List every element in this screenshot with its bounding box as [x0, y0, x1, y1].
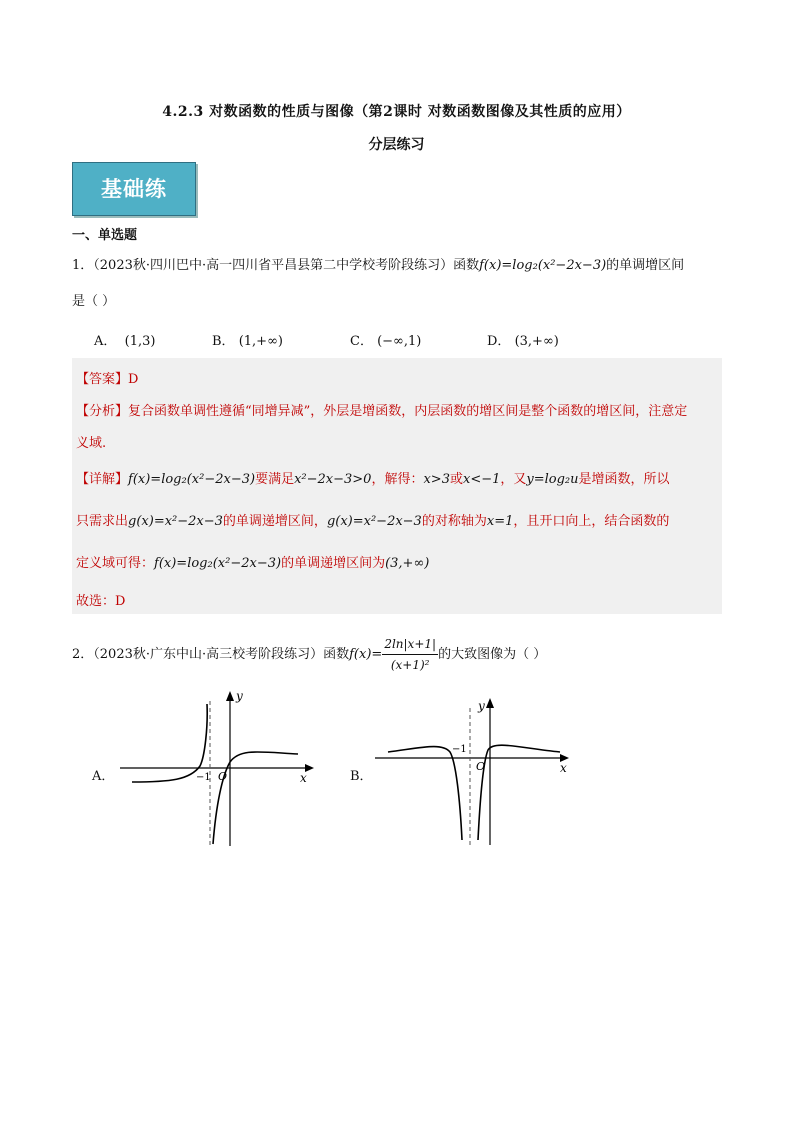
detail-math: g(x)=x²−2x−3 [128, 514, 223, 529]
conclusion-line: 故选：D [76, 594, 126, 609]
detail-text: ，解得： [371, 472, 424, 487]
detail-line-1 [76, 468, 670, 487]
analysis-text-1: 复合函数单调性遵循“同增异减”，外层是增函数，内层函数的增区间是整个函数的增区间，注意定 [128, 404, 688, 419]
graph-b-y-arrow [486, 698, 494, 708]
q1-choice-a[interactable] [94, 330, 155, 349]
graph-b-label[interactable]: B． [350, 769, 373, 784]
answer-tag: 【答案】 [76, 372, 129, 387]
graph-a-origin: O [218, 770, 228, 783]
analysis-tag: 【分析】 [76, 404, 129, 419]
detail-text: 只需求出 [76, 514, 129, 529]
graph-b-x-label: x [560, 761, 567, 775]
level-badge [72, 162, 196, 216]
q1-choice-c[interactable] [350, 330, 421, 349]
detail-math: g(x)=x²−2x−3 [326, 514, 422, 529]
q1-choice-d-value: (3,+∞) [514, 334, 559, 349]
q1-choice-a-letter: A． [94, 334, 117, 349]
detail-tag: 【详解】 [76, 472, 129, 487]
graph-a-label[interactable]: A． [92, 769, 115, 784]
graph-a-left-branch [132, 704, 207, 782]
level-badge-label: 基础练 [101, 177, 167, 201]
section-heading: 一、单选题 [72, 228, 138, 243]
question-1-function: f(x)=log₂(x²−2x−3) [479, 258, 607, 273]
page-title: 4.2.3 对数函数的性质与图像（第2课时 对数函数图像及其性质的应用） [162, 104, 631, 120]
detail-math: f(x)=log₂(x²−2x−3) [154, 556, 282, 571]
q1-choice-d-letter: D． [487, 334, 511, 349]
question-2-lhs: f(x)= [349, 647, 383, 662]
question-2-line [72, 634, 546, 675]
detail-text: 定义域可得： [76, 556, 155, 571]
detail-text: 要满足 [255, 472, 295, 487]
graph-a-x-label: x [300, 771, 307, 785]
detail-math: x>3 [423, 472, 450, 487]
detail-text: 的对称轴为 [421, 514, 487, 529]
question-1-line1 [72, 256, 684, 276]
detail-math: x²−2x−3>0 [294, 472, 372, 487]
question-2-suffix: 的大致图像为（ ） [438, 647, 547, 662]
fraction-denominator: (x+1)² [390, 658, 430, 672]
question-2-fraction [382, 634, 438, 675]
analysis-line-2: 义域. [76, 436, 107, 451]
answer-value: D [128, 372, 139, 387]
graph-b-origin: O [476, 760, 486, 773]
graph-b[interactable] [370, 690, 585, 850]
graph-a-y-arrow [226, 691, 234, 701]
detail-text: 是增函数，所以 [578, 472, 670, 487]
detail-math: x<−1 [462, 472, 501, 487]
graph-b-mark: −1 [452, 744, 467, 755]
fraction-numerator: 2ln|x+1| [382, 634, 438, 655]
question-1-suffix: 的单调增区间 [606, 258, 685, 273]
graph-b-left-branch [388, 747, 462, 840]
graph-a-mark: −1 [196, 772, 211, 783]
graph-a-y-label: y [236, 689, 243, 703]
detail-text: ，又 [500, 472, 527, 487]
detail-text: 的单调递增区间， [222, 514, 327, 529]
detail-math: x=1 [486, 514, 514, 529]
detail-text: 的单调递增区间为 [281, 556, 386, 571]
graph-a-right-branch [213, 752, 298, 844]
detail-math: (3,+∞) [385, 556, 430, 571]
q1-choice-c-value: (−∞,1) [377, 334, 422, 349]
graph-b-y-label: y [478, 699, 485, 713]
page-subtitle: 分层练习 [368, 137, 425, 153]
question-2-prefix: 2．（2023秋·广东中山·高三校考阶段练习）函数 [72, 647, 350, 662]
graph-a[interactable] [110, 686, 320, 851]
detail-math: y=log₂u [526, 472, 579, 487]
detail-line-3 [76, 552, 429, 571]
answer-line [76, 368, 138, 387]
question-1-line2: 是（ ） [72, 294, 116, 309]
detail-line-2 [76, 510, 669, 529]
detail-text: 或 [449, 472, 463, 487]
q1-choice-b[interactable] [212, 330, 283, 349]
q1-choice-d[interactable] [487, 330, 559, 349]
q1-choice-a-value: (1,3) [124, 334, 156, 349]
detail-math: f(x)=log₂(x²−2x−3) [128, 472, 256, 487]
q1-choice-c-letter: C． [350, 334, 373, 349]
q1-choice-b-letter: B． [212, 334, 235, 349]
analysis-line-1 [76, 400, 687, 419]
q1-choice-b-value: (1,+∞) [238, 334, 283, 349]
question-1-prefix: 1．（2023秋·四川巴中·高一四川省平昌县第二中学校考阶段练习）函数 [72, 258, 480, 273]
detail-text: ，且开口向上，结合函数的 [513, 514, 670, 529]
